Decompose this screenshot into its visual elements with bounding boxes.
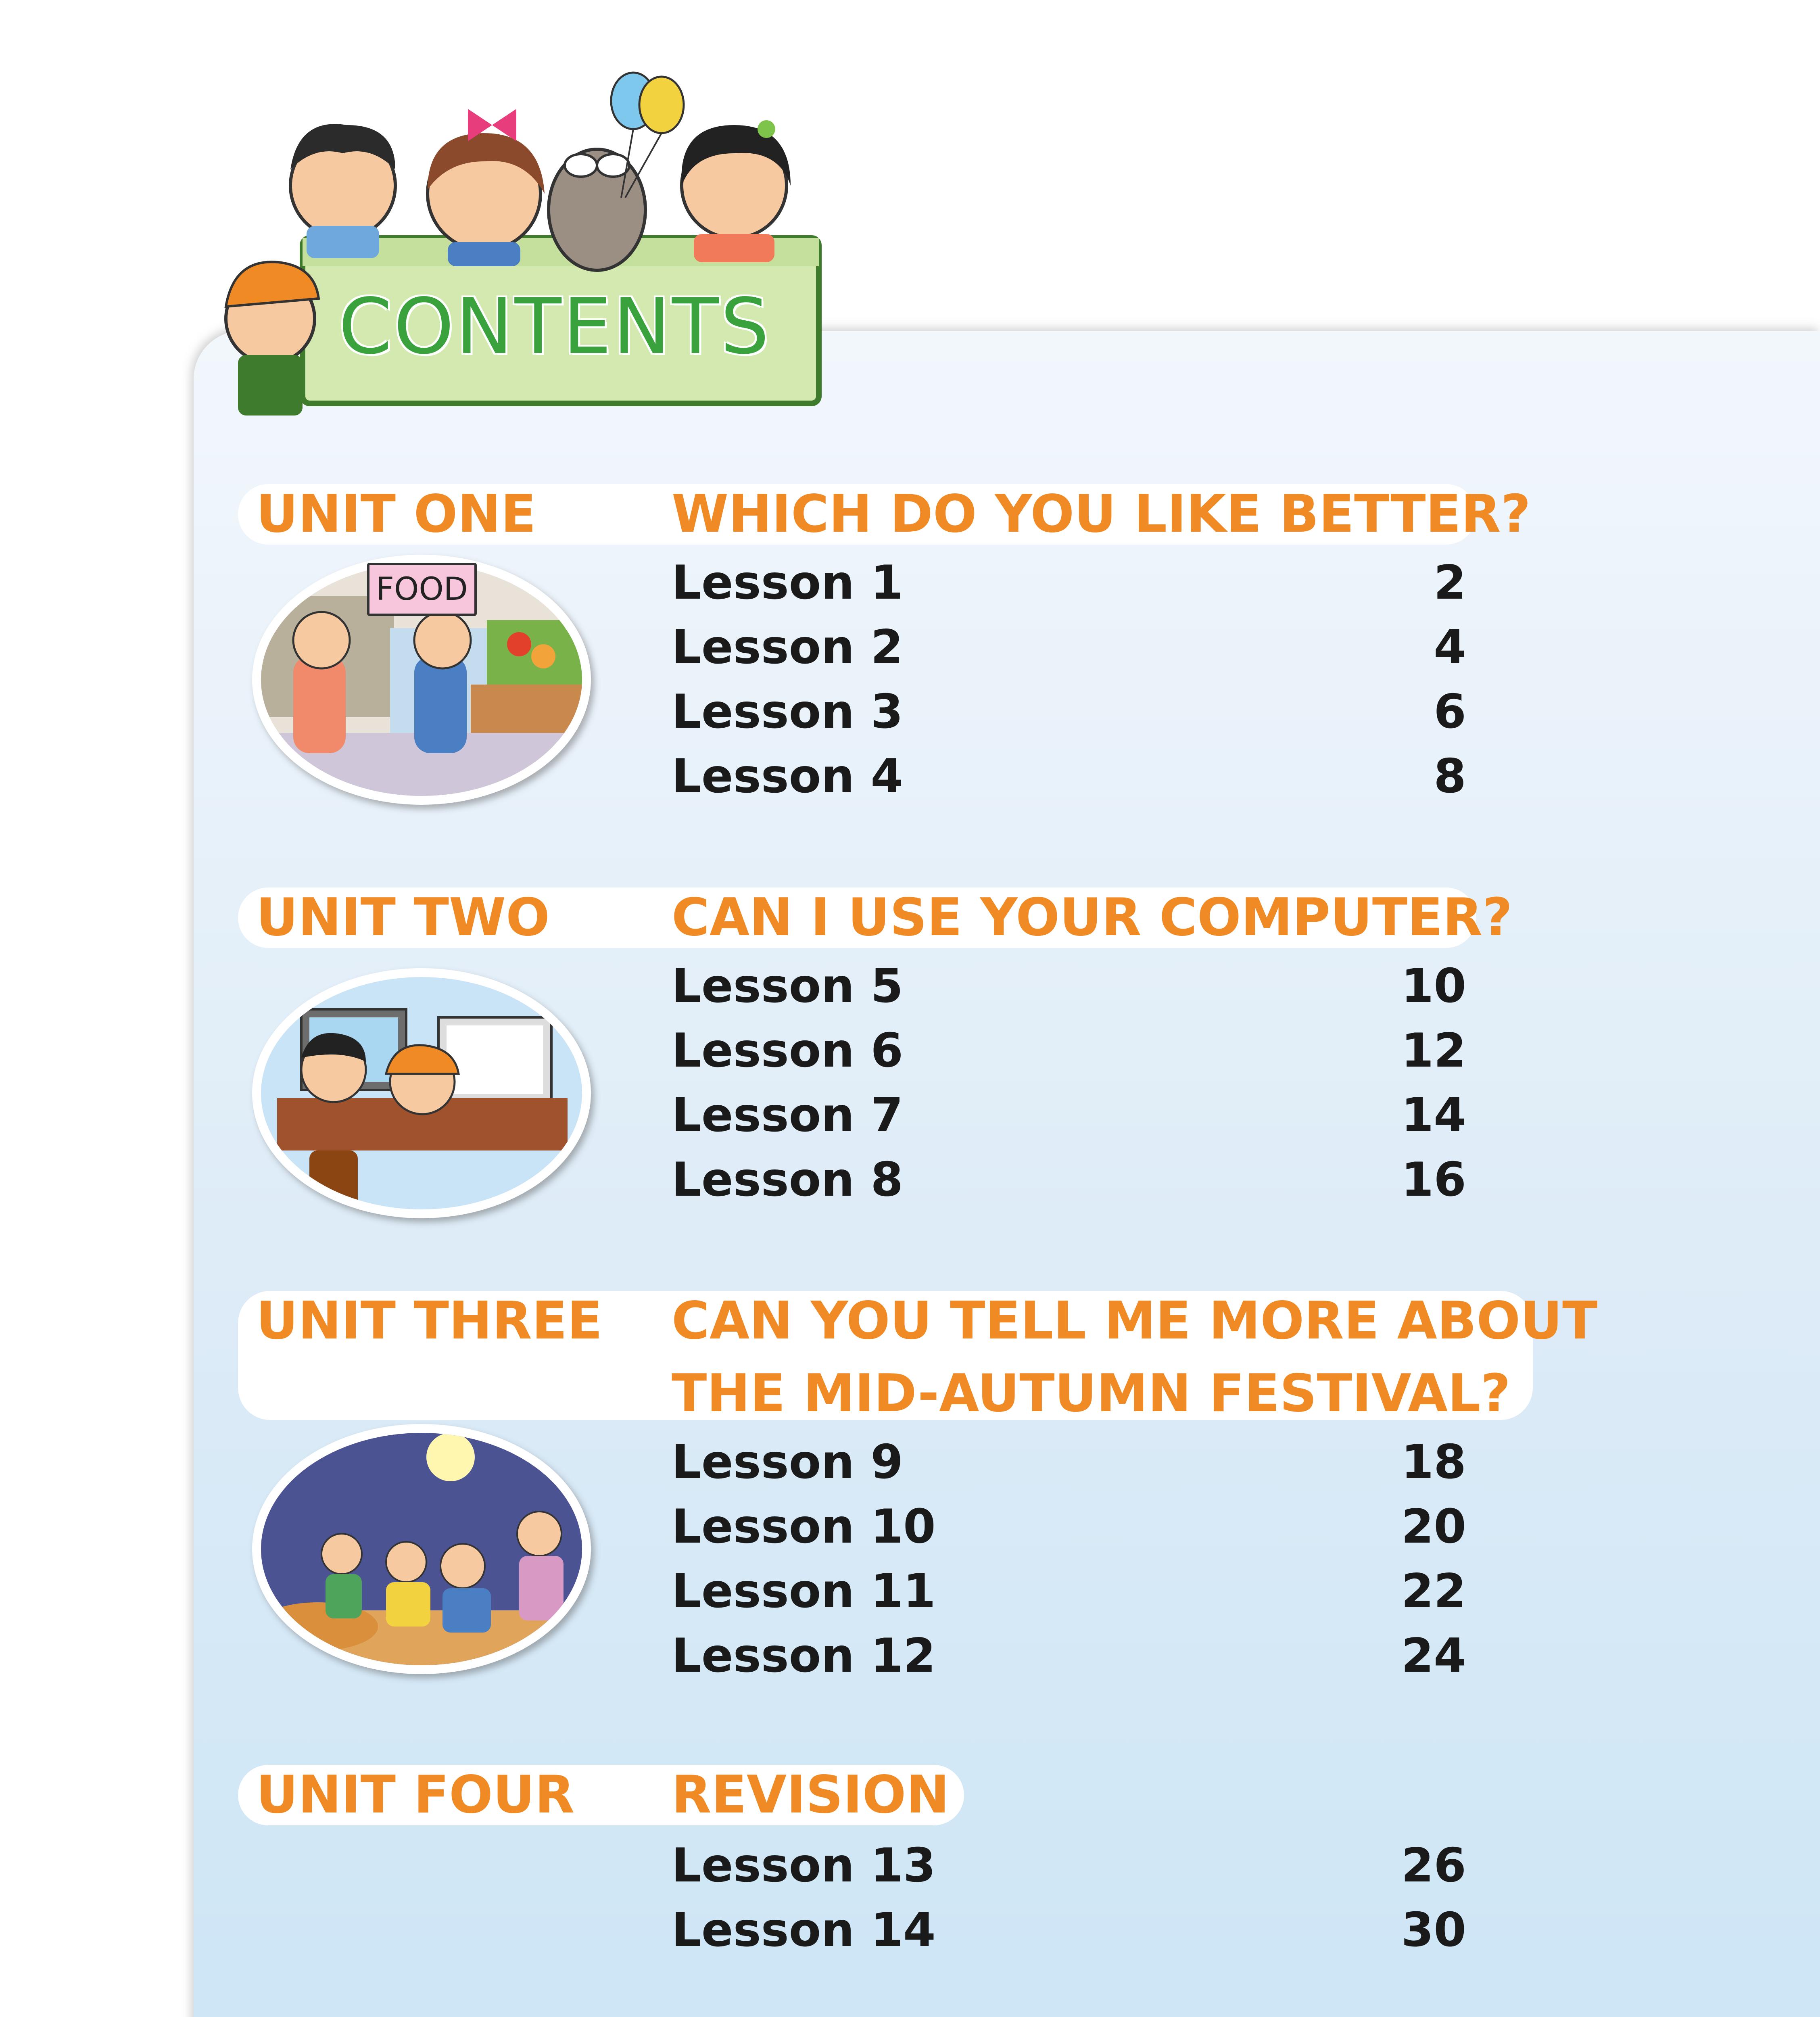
lesson-page: 2 — [1434, 555, 1466, 610]
lesson-name[interactable]: Lesson 8 — [672, 1153, 904, 1207]
unit-label: UNIT TWO — [256, 887, 550, 948]
lesson-name[interactable]: Lesson 11 — [672, 1564, 936, 1618]
lesson-name[interactable]: Lesson 4 — [672, 749, 904, 804]
lesson-page: 20 — [1401, 1499, 1466, 1554]
dog-icon — [549, 149, 645, 270]
lesson-page: 24 — [1401, 1629, 1466, 1683]
lesson-page: 4 — [1434, 620, 1466, 674]
unit-illustration — [252, 968, 591, 1218]
lesson-name[interactable]: Lesson 9 — [672, 1435, 904, 1489]
lesson-name[interactable]: Lesson 10 — [672, 1499, 936, 1554]
unit-title: CAN YOU TELL ME MORE ABOUT — [672, 1291, 1598, 1351]
lesson-name[interactable]: Lesson 3 — [672, 685, 904, 739]
lesson-name[interactable]: Lesson 6 — [672, 1023, 904, 1078]
lesson-page: 12 — [1401, 1023, 1466, 1078]
lesson-page: 18 — [1401, 1435, 1466, 1489]
unit-label: UNIT ONE — [256, 484, 536, 544]
computer-lab-icon — [261, 977, 582, 1209]
lesson-name[interactable]: Lesson 7 — [672, 1088, 904, 1142]
mid-autumn-scene-icon — [261, 1433, 582, 1665]
page-title: CONTENTS — [338, 282, 771, 371]
lesson-name[interactable]: Lesson 13 — [672, 1838, 936, 1893]
unit-illustration — [252, 1424, 591, 1674]
lesson-page: 6 — [1434, 685, 1466, 739]
lesson-page: 14 — [1401, 1088, 1466, 1142]
unit-title: CAN I USE YOUR COMPUTER? — [672, 887, 1513, 948]
lesson-page: 22 — [1401, 1564, 1466, 1618]
lesson-page: 10 — [1401, 959, 1466, 1013]
food-sign: FOOD — [367, 563, 477, 616]
lesson-page: 8 — [1434, 749, 1466, 804]
lesson-page: 26 — [1401, 1838, 1466, 1893]
unit-label: UNIT FOUR — [256, 1765, 575, 1825]
unit-title: THE MID-AUTUMN FESTIVAL? — [672, 1363, 1511, 1424]
lesson-name[interactable]: Lesson 2 — [672, 620, 904, 674]
lesson-name[interactable]: Lesson 1 — [672, 555, 904, 610]
lesson-name[interactable]: Lesson 12 — [672, 1629, 936, 1683]
girl-icon — [681, 120, 791, 262]
unit-title: REVISION — [672, 1765, 950, 1825]
lesson-page: 16 — [1401, 1153, 1466, 1207]
lesson-page: 30 — [1401, 1903, 1466, 1957]
unit-title: WHICH DO YOU LIKE BETTER? — [672, 484, 1531, 544]
unit-label: UNIT THREE — [256, 1291, 603, 1351]
lesson-name[interactable]: Lesson 14 — [672, 1903, 936, 1957]
lesson-name[interactable]: Lesson 5 — [672, 959, 904, 1013]
